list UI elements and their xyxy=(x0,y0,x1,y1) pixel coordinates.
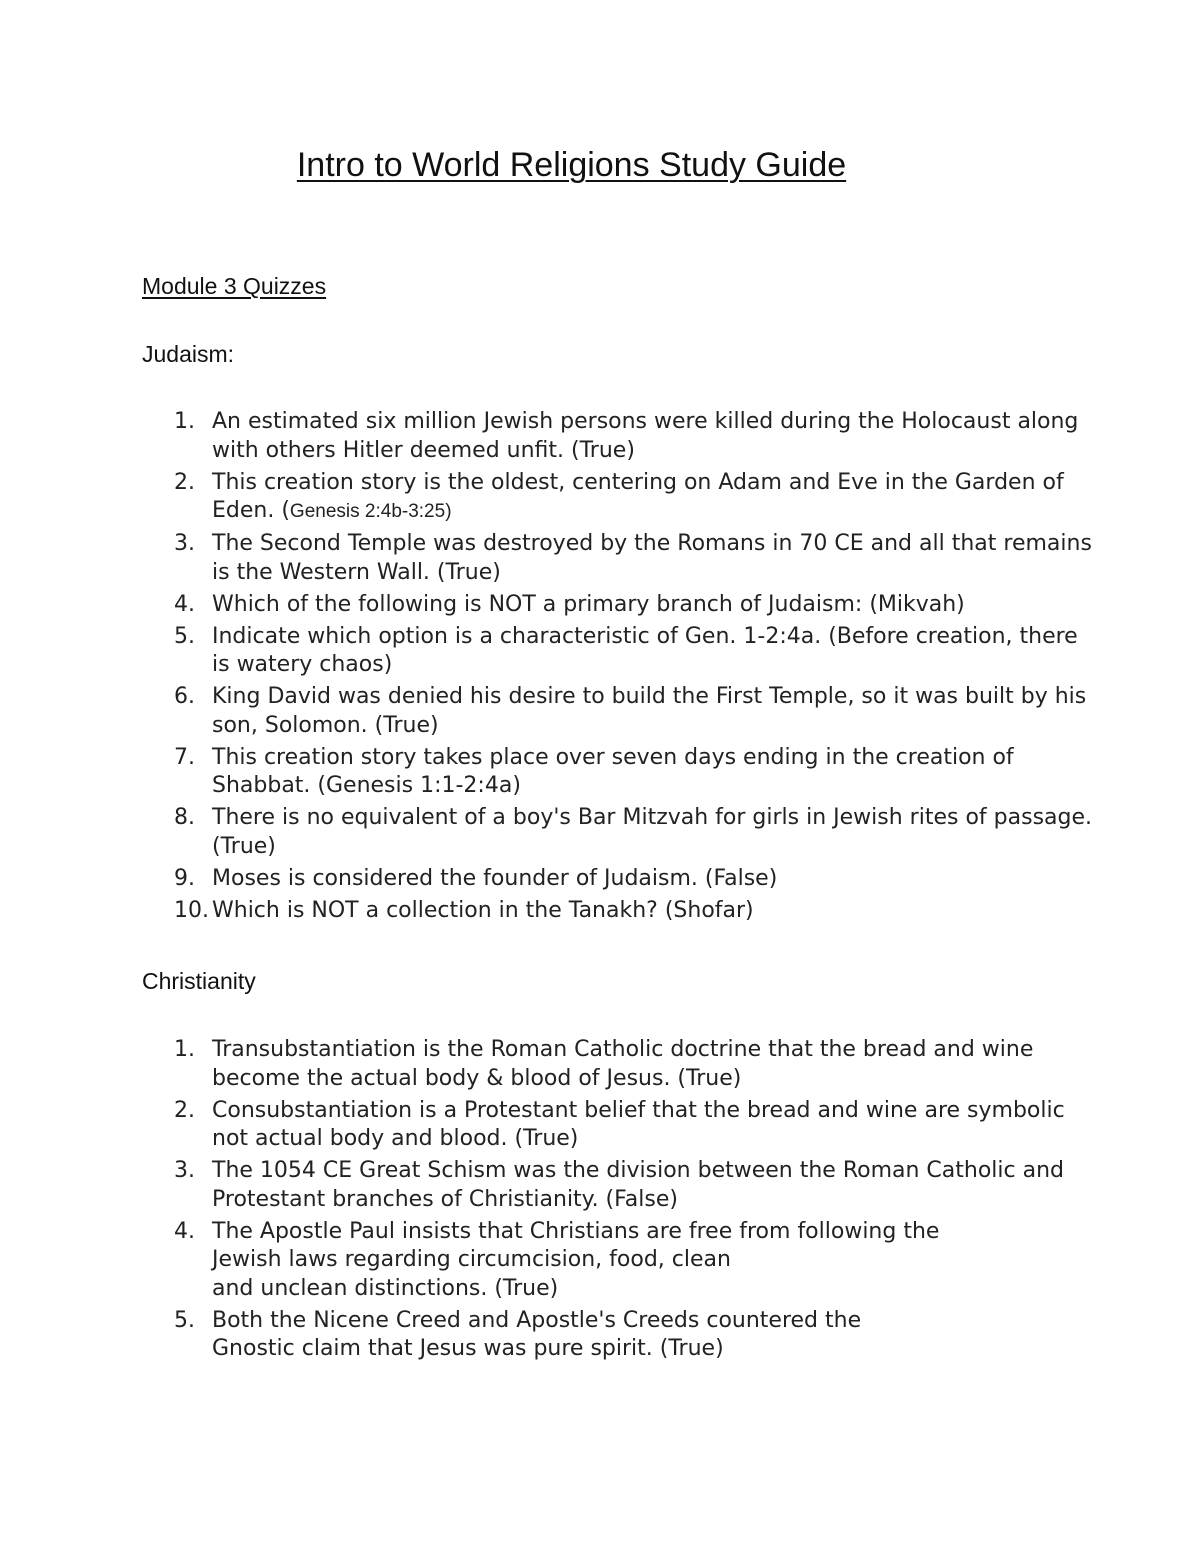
item-text: An estimated six million Jewish persons were killed during the Holocaust along with others Hitler deemed unfit. (True) xyxy=(212,409,1079,463)
item-number: 5. xyxy=(174,1307,195,1333)
item-text-line: Jewish laws regarding circumcision, food, clean xyxy=(212,1247,731,1272)
item-text: This creation story is the oldest, centering on Adam and Eve in the Garden of Eden. ( xyxy=(212,469,1064,523)
item-number: 5. xyxy=(174,623,195,649)
item-text: Consubstantiation is a Protestant belief that the bread and wine are symbolic not actual body and blood. (True) xyxy=(212,1097,1065,1151)
item-text: This creation story takes place over seven days ending in the creation of Shabbat. (Genesis 1:1-2:4a) xyxy=(212,744,1014,798)
item-number: 7. xyxy=(174,744,195,770)
item-text: Which of the following is NOT a primary branch of Judaism: (Mikvah) xyxy=(212,591,965,617)
christianity-question-list xyxy=(0,1036,1100,1367)
list-item xyxy=(0,865,1100,894)
item-number: 4. xyxy=(174,1218,195,1244)
list-item xyxy=(0,469,1100,527)
item-text: Indicate which option is a characteristic of Gen. 1-2:4a. (Before creation, there is watery chaos) xyxy=(212,623,1078,677)
item-number: 6. xyxy=(174,684,195,709)
module-heading: Module 3 Quizzes xyxy=(142,273,327,299)
list-item xyxy=(0,804,1100,861)
list-item xyxy=(0,530,1100,587)
list-item xyxy=(0,591,1100,620)
list-item xyxy=(0,623,1100,680)
item-number: 3. xyxy=(174,1158,195,1183)
list-item xyxy=(0,1157,1100,1214)
item-text-line: Both the Nicene Creed and Apostle's Creeds countered the xyxy=(212,1307,862,1333)
item-text: There is no equivalent of a boy's Bar Mitzvah for girls in Jewish rites of passage. (True) xyxy=(212,805,1092,859)
item-number: 1. xyxy=(174,1037,195,1062)
item-number: 4. xyxy=(174,591,195,617)
item-text-line: Gnostic claim that Jesus was pure spirit. (True) xyxy=(212,1336,724,1361)
list-item xyxy=(0,897,1100,926)
item-text-line: The Apostle Paul insists that Christians are free from following the xyxy=(212,1218,940,1244)
item-reference: Genesis 2:4b-3:25) xyxy=(289,501,452,522)
list-item xyxy=(0,408,1100,465)
item-text: Which is NOT a collection in the Tanakh? (Shofar) xyxy=(212,897,754,923)
list-item xyxy=(0,744,1100,801)
item-text: The Second Temple was destroyed by the Romans in 70 CE and all that remains is the Western Wall. (True) xyxy=(212,531,1092,585)
item-number: 8. xyxy=(174,805,195,830)
item-number: 1. xyxy=(174,409,195,434)
item-text: King David was denied his desire to build the First Temple, so it was built by his son, Solomon. (True) xyxy=(212,684,1087,738)
item-number: 2. xyxy=(174,1097,195,1123)
item-text: Transubstantiation is the Roman Catholic doctrine that the bread and wine become the actual body & blood of Jesus. (True) xyxy=(212,1037,1034,1091)
item-text: Moses is considered the founder of Judaism. (False) xyxy=(212,865,778,891)
item-text: The 1054 CE Great Schism was the division between the Roman Catholic and Protestant branches of Christianity. (False) xyxy=(212,1158,1065,1212)
item-number: 10. xyxy=(174,897,209,923)
list-item xyxy=(0,683,1100,740)
list-item xyxy=(0,1307,1100,1364)
item-number: 9. xyxy=(174,865,195,891)
list-item xyxy=(0,1097,1100,1154)
item-number: 3. xyxy=(174,531,195,556)
christianity-heading: Christianity xyxy=(142,968,256,994)
item-number: 2. xyxy=(174,469,195,495)
item-text-line: and unclean distinctions. (True) xyxy=(212,1275,559,1301)
judaism-heading: Judaism: xyxy=(142,341,235,367)
judaism-question-list xyxy=(0,408,1100,929)
list-item xyxy=(0,1036,1100,1093)
list-item xyxy=(0,1218,1100,1304)
document-title: Intro to World Religions Study Guide xyxy=(296,146,847,184)
